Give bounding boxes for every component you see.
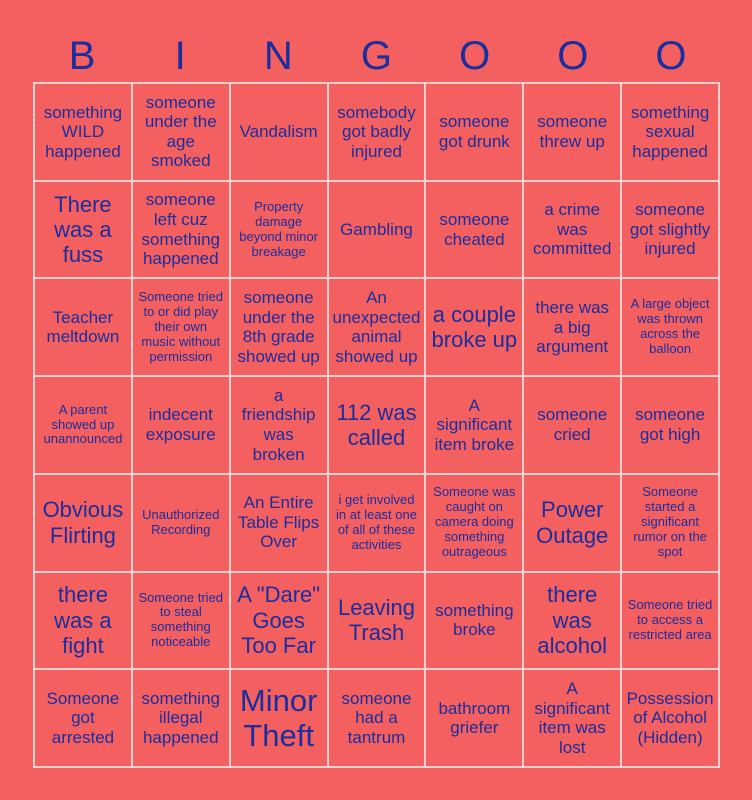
bingo-cell[interactable]: [523, 181, 621, 279]
bingo-cell[interactable]: [328, 572, 426, 670]
bingo-cell[interactable]: [328, 669, 426, 767]
bingo-cell[interactable]: [132, 669, 230, 767]
bingo-cell[interactable]: [425, 376, 523, 474]
bingo-cell-text: someone got drunk: [438, 112, 510, 151]
header-letter: N: [263, 34, 293, 78]
bingo-cell-text: There was a fuss: [54, 191, 112, 268]
header-letter: B: [68, 34, 96, 78]
bingo-cell[interactable]: [230, 278, 328, 376]
bingo-cell-text: Someone tried to steal something noticeable: [138, 589, 224, 650]
bingo-cell-text: Minor Theft: [239, 682, 318, 754]
header-letter: G: [360, 34, 393, 78]
bingo-cell-text: someone cried: [537, 405, 608, 444]
bingo-cell-text: someone under the 8th grade showed up: [237, 288, 320, 366]
bingo-cell-text: Obvious Flirting: [42, 497, 124, 548]
bingo-cell[interactable]: [34, 474, 132, 572]
bingo-cell[interactable]: [425, 83, 523, 181]
bingo-cell-text: indecent exposure: [145, 405, 216, 444]
bingo-cell[interactable]: [328, 474, 426, 572]
bingo-cell[interactable]: [621, 181, 719, 279]
bingo-cell-text: a crime was committed: [533, 200, 612, 259]
bingo-cell-text: Someone tried to access a restricted area: [627, 597, 713, 642]
header-letter: O: [655, 34, 687, 78]
bingo-cell-text: something broke: [435, 600, 514, 640]
bingo-cell-text: Vandalism: [239, 122, 318, 142]
bingo-cell[interactable]: [34, 572, 132, 670]
bingo-cell-text: somebody got badly injured: [337, 102, 416, 161]
bingo-cell[interactable]: [621, 278, 719, 376]
bingo-cell[interactable]: [621, 376, 719, 474]
bingo-cell[interactable]: [523, 572, 621, 670]
bingo-cell-text: someone threw up: [537, 112, 608, 151]
bingo-cell-text: Property damage beyond minor breakage: [239, 198, 319, 259]
bingo-cell[interactable]: [425, 278, 523, 376]
bingo-cell[interactable]: [425, 474, 523, 572]
bingo-cell-text: Someone tried to or did play their own music without permission: [138, 288, 224, 364]
bingo-cell-text: a couple broke up: [431, 301, 518, 353]
bingo-cell[interactable]: [230, 474, 328, 572]
bingo-cell-text: Someone started a significant rumor on the spot: [633, 484, 707, 560]
bingo-cell-text: someone under the age smoked: [144, 92, 217, 171]
bingo-cell-text: bathroom griefer: [438, 698, 511, 738]
bingo-cell[interactable]: [132, 572, 230, 670]
bingo-cell[interactable]: [132, 278, 230, 376]
bingo-cell[interactable]: [132, 181, 230, 279]
bingo-cell-text: A "Dare" Goes Too Far: [237, 582, 321, 659]
bingo-cell[interactable]: [328, 83, 426, 181]
bingo-header: [33, 30, 720, 82]
bingo-cell[interactable]: [328, 376, 426, 474]
bingo-cell[interactable]: [621, 669, 719, 767]
bingo-cell-text: there was a big argument: [535, 297, 610, 357]
header-letter: O: [459, 34, 491, 78]
bingo-cell-text: a friendship was broken: [241, 385, 316, 464]
bingo-cell[interactable]: [230, 181, 328, 279]
bingo-cell[interactable]: [34, 669, 132, 767]
bingo-cell-text: A large object was thrown across the balloon: [630, 296, 710, 357]
bingo-cell-text: someone had a tantrum: [341, 688, 412, 747]
bingo-cell-text: someone cheated: [439, 210, 510, 249]
bingo-cell-text: i get involved in at least one of all of these activities: [336, 491, 417, 552]
bingo-cell-text: something WILD happened: [43, 102, 123, 161]
bingo-cell[interactable]: [230, 83, 328, 181]
bingo-cell[interactable]: [523, 376, 621, 474]
bingo-cell-text: someone left cuz something happened: [141, 190, 220, 269]
bingo-cell[interactable]: [425, 669, 523, 767]
bingo-cell[interactable]: [132, 83, 230, 181]
bingo-cell[interactable]: [523, 83, 621, 181]
header-letter: I: [174, 34, 186, 78]
bingo-cell-text: something illegal happened: [141, 688, 220, 747]
bingo-cell[interactable]: [523, 278, 621, 376]
bingo-cell-text: someone got high: [635, 405, 706, 444]
bingo-cell[interactable]: [621, 572, 719, 670]
bingo-cell-text: Unauthorized Recording: [142, 506, 220, 537]
bingo-cell[interactable]: [34, 376, 132, 474]
bingo-cell[interactable]: [34, 278, 132, 376]
bingo-cell-text: Someone got arrested: [46, 688, 120, 747]
bingo-cell[interactable]: [34, 181, 132, 279]
bingo-cell[interactable]: [523, 474, 621, 572]
bingo-cell-text: someone got slightly injured: [629, 200, 711, 259]
bingo-cell-text: Gambling: [340, 219, 413, 239]
bingo-cell-text: Someone was caught on camera doing something outrageous: [433, 484, 516, 560]
bingo-cell-text: An unexpected animal showed up: [332, 288, 421, 366]
bingo-cell-text: Teacher meltdown: [46, 307, 120, 347]
bingo-cell[interactable]: [328, 278, 426, 376]
bingo-cell[interactable]: [523, 669, 621, 767]
bingo-cell-text: 112 was called: [336, 399, 417, 450]
bingo-cell[interactable]: [34, 83, 132, 181]
bingo-cell[interactable]: [425, 572, 523, 670]
header-letter: O: [557, 34, 589, 78]
bingo-cell[interactable]: [328, 181, 426, 279]
bingo-cell-text: Possession of Alcohol (Hidden): [626, 688, 714, 747]
bingo-cell[interactable]: [230, 669, 328, 767]
bingo-cell[interactable]: [425, 181, 523, 279]
bingo-cell-text: something sexual happened: [630, 102, 710, 161]
bingo-cell-text: A significant item broke: [434, 395, 515, 454]
bingo-cell-text: Power Outage: [536, 497, 609, 548]
bingo-cell-text: An Entire Table Flips Over: [238, 493, 320, 552]
bingo-cell-text: A significant item was lost: [534, 679, 611, 757]
bingo-cell-text: A parent showed up unannounced: [43, 401, 123, 447]
bingo-cell[interactable]: [132, 474, 230, 572]
bingo-cell[interactable]: [230, 572, 328, 670]
bingo-cell[interactable]: [621, 474, 719, 572]
bingo-cell[interactable]: [621, 83, 719, 181]
bingo-grid: [33, 82, 720, 768]
bingo-cell[interactable]: [132, 376, 230, 474]
bingo-cell-text: there was a fight: [54, 582, 112, 659]
bingo-cell[interactable]: [230, 376, 328, 474]
bingo-cell-text: Leaving Trash: [337, 595, 416, 646]
bingo-cell-text: there was alcohol: [537, 582, 608, 659]
